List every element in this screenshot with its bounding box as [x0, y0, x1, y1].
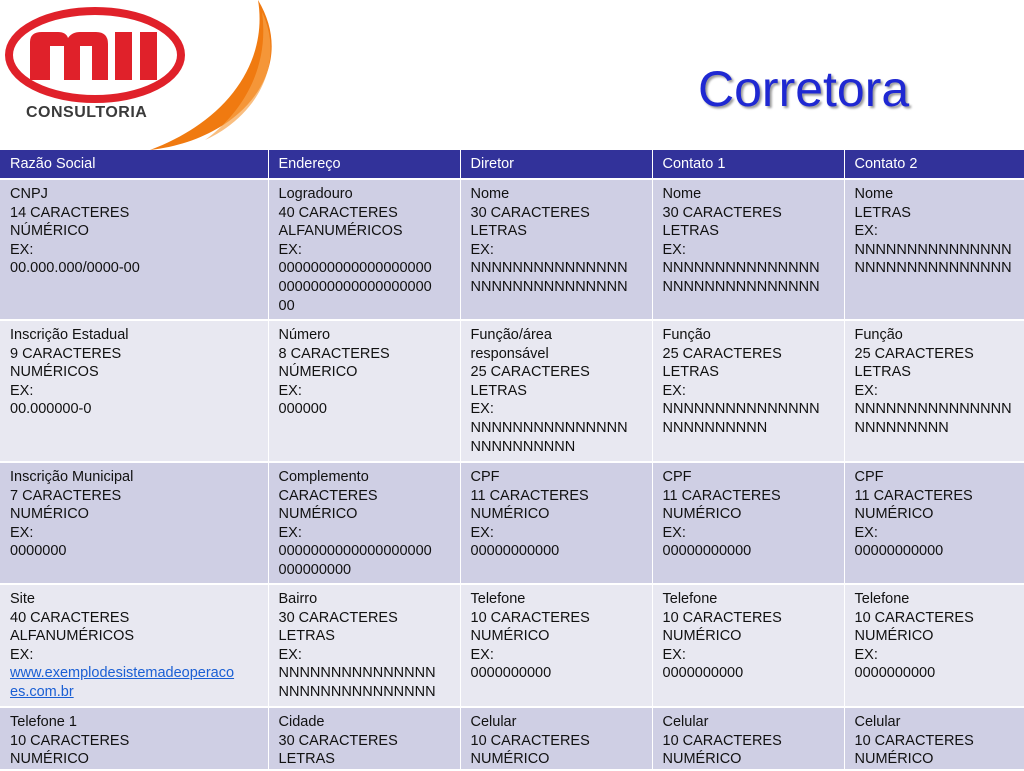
cell-line: Cidade	[278, 714, 325, 730]
cell-line: Complemento	[278, 469, 369, 485]
cell-line: Função	[854, 327, 903, 343]
cell-line: CPF	[854, 469, 884, 485]
cell-line: NNNNNNNNNN	[470, 438, 576, 455]
cell-line: NUMÉRICO	[470, 628, 550, 645]
cell-line: 10 CARACTERES	[662, 609, 782, 626]
table-cell	[460, 179, 652, 320]
cell-line: Nome	[662, 186, 702, 202]
cell-line: LETRAS	[278, 628, 335, 645]
cell-line: EX:	[470, 401, 494, 418]
cell-line: 30 CARACTERES	[662, 204, 782, 221]
table-cell	[268, 320, 460, 462]
site-link-text[interactable]: es.com.br	[10, 683, 74, 700]
cell-line: EX:	[278, 646, 302, 663]
table-cell	[460, 320, 652, 462]
cell-line: 10 CARACTERES	[470, 732, 590, 749]
table-cell	[0, 584, 268, 707]
table-row	[0, 462, 1024, 584]
cell-line: Nome	[470, 186, 510, 202]
cell-line: 30 CARACTERES	[470, 204, 590, 221]
cell-line: LETRAS	[470, 382, 527, 399]
cell-line: 00000000000	[470, 543, 560, 560]
cell-line: 9 CARACTERES	[10, 345, 122, 362]
cell-line: Função	[662, 327, 711, 343]
cell-line: NUMÉRICO	[470, 506, 550, 523]
column-header-contato-1: Contato 1	[652, 150, 844, 179]
site-example-link[interactable]	[10, 664, 268, 701]
cell-line: 11 CARACTERES	[854, 487, 973, 504]
cell-line: 00	[278, 297, 295, 314]
cell-line: NNNNNNNNNNNNNNN	[662, 260, 820, 277]
cell-line: 0000000000	[662, 665, 744, 682]
cell-line: CPF	[662, 469, 692, 485]
logo-caption: CONSULTORIA	[26, 104, 148, 121]
cell-line: EX:	[662, 382, 686, 399]
cell-line: Celular	[854, 714, 901, 730]
cell-line: Bairro	[278, 591, 318, 607]
column-header-contato-2: Contato 2	[844, 150, 1024, 179]
table-cell	[652, 707, 844, 770]
m11-letters-icon	[30, 32, 157, 80]
cell-line: EX:	[10, 241, 34, 258]
table-cell	[0, 462, 268, 584]
cell-line: 10 CARACTERES	[854, 732, 974, 749]
cell-line: 25 CARACTERES	[662, 345, 782, 362]
cell-line: 10 CARACTERES	[10, 732, 130, 749]
cell-line: 000000	[278, 401, 327, 418]
cell-line: 10 CARACTERES	[854, 609, 974, 626]
table-cell	[460, 462, 652, 584]
cell-line: Logradouro	[278, 186, 353, 202]
cell-line: 10 CARACTERES	[470, 609, 590, 626]
cell-line: EX:	[470, 646, 494, 663]
cell-line: 00000000000	[854, 543, 944, 560]
table-cell	[268, 179, 460, 320]
m11-logo-graphic	[0, 0, 300, 150]
cell-line: NUMÉRICO	[278, 506, 358, 523]
cell-line: LETRAS	[854, 204, 911, 221]
cell-line: 40 CARACTERES	[10, 609, 130, 626]
column-header-razao-social: Razão Social	[0, 150, 268, 179]
cell-line: 30 CARACTERES	[278, 609, 398, 626]
table-row	[0, 179, 1024, 320]
table-row	[0, 320, 1024, 462]
cell-line: LETRAS	[662, 223, 719, 240]
cell-line: 8 CARACTERES	[278, 345, 390, 362]
cell-line: EX:	[854, 382, 878, 399]
cell-line: Inscrição Estadual	[10, 327, 129, 343]
cell-line: NUMÉRICO	[662, 751, 742, 768]
field-spec-table	[0, 150, 1024, 771]
site-link-text[interactable]: www.exemplodesistemadeoperaco	[10, 665, 235, 682]
cell-line: NUMÉRICO	[854, 628, 934, 645]
table-cell	[0, 707, 268, 770]
slide-header	[0, 0, 1024, 150]
cell-line: EX:	[854, 223, 878, 240]
cell-line: 11 CARACTERES	[662, 487, 781, 504]
cell-line: NNNNNNNNNN	[662, 419, 768, 436]
table-row	[0, 584, 1024, 707]
column-header-endereco: Endereço	[268, 150, 460, 179]
cell-line: NUMÉRICO	[10, 751, 89, 768]
table-cell	[652, 462, 844, 584]
table-cell	[0, 179, 268, 320]
cell-line: NUMÉRICO	[854, 751, 934, 768]
cell-line: EX:	[470, 241, 494, 258]
cell-line: 25 CARACTERES	[470, 364, 590, 381]
cell-line: 30 CARACTERES	[278, 732, 398, 749]
cell-line: CPF	[470, 469, 500, 485]
table-cell	[268, 584, 460, 707]
cell-line: 7 CARACTERES	[10, 487, 122, 504]
cell-line: CNPJ	[10, 186, 48, 202]
cell-line: NUMÉRICO	[662, 628, 742, 645]
cell-line: 00.000.000/0000-00	[10, 260, 140, 277]
cell-line: NUMÉRICO	[662, 506, 742, 523]
cell-line: EX:	[278, 524, 302, 541]
table-cell	[268, 707, 460, 770]
cell-line: Site	[10, 591, 35, 607]
cell-line: NNNNNNNNNNNNNNN	[662, 278, 820, 295]
cell-line: NNNNNNNNNNNNNNN	[278, 683, 436, 700]
cell-line: 10 CARACTERES	[662, 732, 782, 749]
cell-line: 00000000000	[662, 543, 752, 560]
cell-line: NNNNNNNNNNNNNNN	[854, 241, 1012, 258]
table-cell	[652, 584, 844, 707]
table-cell	[652, 320, 844, 462]
cell-line: Nome	[854, 186, 894, 202]
cell-line: EX:	[10, 524, 34, 541]
cell-line: NNNNNNNNNNNNNNN	[470, 260, 628, 277]
cell-line: EX:	[662, 524, 686, 541]
cell-line: LETRAS	[854, 364, 911, 381]
cell-line: 0000000	[10, 543, 67, 560]
cell-line: NUMÉRICO	[10, 506, 89, 523]
cell-line: LETRAS	[662, 364, 719, 381]
cell-line: NUMÉRICO	[470, 751, 550, 768]
table-cell	[844, 462, 1024, 584]
cell-line: EX:	[278, 382, 302, 399]
cell-line: EX:	[854, 646, 878, 663]
m11-consultoria-logo	[0, 0, 300, 150]
cell-line: NNNNNNNNNNNNNNN	[854, 260, 1012, 277]
cell-line: NÚMÉRICO	[10, 223, 89, 240]
cell-line: 14 CARACTERES	[10, 204, 130, 221]
cell-line: EX:	[470, 524, 494, 541]
cell-line: ALFANUMÉRICOS	[10, 628, 135, 645]
cell-line: 11 CARACTERES	[470, 487, 589, 504]
table-cell	[844, 320, 1024, 462]
cell-line: NÚMERICO	[278, 364, 358, 381]
table-cell	[268, 462, 460, 584]
table-cell	[844, 179, 1024, 320]
cell-line: 0000000000000000000	[278, 278, 432, 295]
cell-line: EX:	[10, 382, 34, 399]
cell-line: EX:	[10, 646, 34, 663]
page-title: Corretora	[698, 61, 910, 117]
cell-line: NNNNNNNNNNNNNNN	[854, 401, 1012, 418]
cell-line: NNNNNNNNNNNNNNN	[278, 665, 436, 682]
table-cell	[844, 707, 1024, 770]
cell-line: 0000000000	[854, 665, 936, 682]
cell-line: NNNNNNNNNNNNNNN	[470, 278, 628, 295]
table-cell	[0, 320, 268, 462]
table-cell	[652, 179, 844, 320]
cell-line: ALFANUMÉRICOS	[278, 223, 403, 240]
cell-line: LETRAS	[278, 751, 335, 768]
cell-line: LETRAS	[470, 223, 527, 240]
table-header-row	[0, 150, 1024, 179]
table-cell	[844, 584, 1024, 707]
cell-line: 40 CARACTERES	[278, 204, 398, 221]
cell-line: CARACTERES	[278, 487, 378, 504]
cell-line: NNNNNNNNNNNNNNN	[470, 419, 628, 436]
cell-line: Função/área	[470, 327, 552, 343]
cell-line: 00.000000-0	[10, 401, 92, 418]
cell-line: Telefone 1	[10, 714, 77, 730]
cell-line: 0000000000000000000	[278, 260, 432, 277]
cell-line: Celular	[662, 714, 709, 730]
cell-line: EX:	[662, 646, 686, 663]
cell-line: 0000000000000000000	[278, 543, 432, 560]
cell-line: responsável	[470, 345, 549, 362]
table-cell	[460, 707, 652, 770]
cell-line: Telefone	[662, 591, 718, 607]
cell-line: Telefone	[470, 591, 526, 607]
cell-line: Telefone	[854, 591, 910, 607]
table-cell	[460, 584, 652, 707]
table-row	[0, 707, 1024, 770]
cell-line: EX:	[278, 241, 302, 258]
cell-line: NNNNNNNNNNNNNNN	[662, 401, 820, 418]
cell-line: NNNNNNNNN	[854, 419, 949, 436]
cell-line: NUMÉRICO	[854, 506, 934, 523]
cell-line: Número	[278, 327, 331, 343]
cell-line: 000000000	[278, 561, 352, 578]
column-header-diretor: Diretor	[460, 150, 652, 179]
cell-line: Celular	[470, 714, 517, 730]
cell-line: EX:	[662, 241, 686, 258]
cell-line: EX:	[854, 524, 878, 541]
cell-line: NUMÉRICOS	[10, 364, 99, 381]
cell-line: 25 CARACTERES	[854, 345, 974, 362]
cell-line: Inscrição Municipal	[10, 469, 134, 485]
cell-line: 0000000000	[470, 665, 552, 682]
